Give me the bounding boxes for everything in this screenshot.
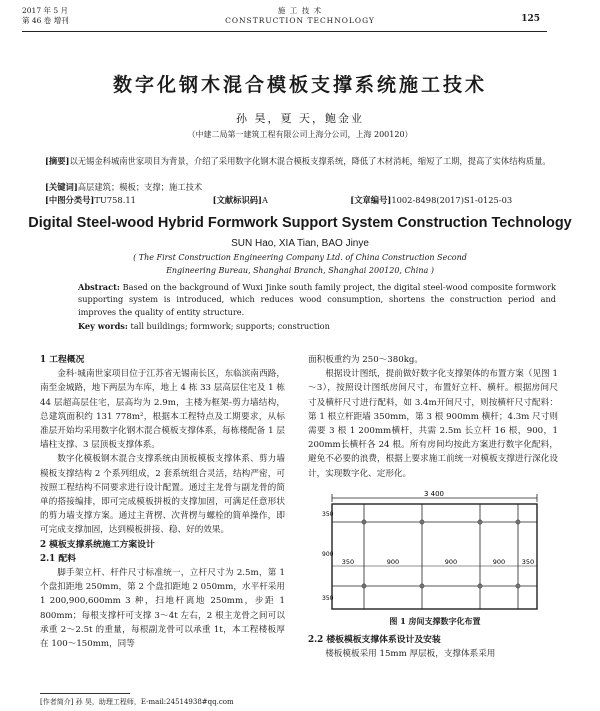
support-nodes <box>362 520 520 588</box>
abstract-cn <box>45 155 555 167</box>
article-no-label: [文章编号] <box>350 195 392 205</box>
body-column-right <box>308 353 558 481</box>
affiliation-en-line-2: Engineering Bureau, Shanghai Branch, Shanghai 200120, China ) <box>166 266 434 275</box>
row-dim-label-1: 350 <box>341 558 355 566</box>
section-2-2-paragraph: 楼板模板采用 15mm 厚层板，支撑体系采用 <box>325 649 496 660</box>
article-no-field <box>350 194 512 206</box>
section-2-2 <box>308 633 558 661</box>
footnote-rule <box>40 693 130 694</box>
layout-paragraph: 根据设计图纸，提前做好数字化支撑架体的布置方案（见图 1～3），按照设计图纸房间尺寸，布置好立杆、横杆。根据房间尺寸及横杆尺寸进行配料，如 3.4m开间尺寸，则按横杆尺寸配料：第 1 根立杆距墙 350mm，第 3 根 900mm 横杆；4.3m 尺寸则需要 3 根 1 200mm横杆，共需 2.5m 长立杆 16 根，900，1 200mm长横杆各 24 根。所有房间均按此方案进行数字化配料，避免不必要的浪费，根据上要求施工前统一对模板支撑进行深化设计，实现数字化、定形化。 <box>308 369 558 479</box>
authors-en: SUN Hao, XIA Tian, BAO Jinye <box>231 238 369 249</box>
classification-row <box>45 194 565 206</box>
clc-value: TU758.11 <box>94 195 136 205</box>
header-rule <box>22 31 547 32</box>
section-2-1-heading: 2.1 配料 <box>40 553 76 564</box>
affiliation-en-line-1: ( The First Construction Engineering Company Ltd. of China Construction Second <box>133 253 467 262</box>
authors-cn: 孙 昊，夏 天，鲍金业 <box>236 112 364 125</box>
clc-label: [中图分类号] <box>45 195 95 205</box>
doc-code-field <box>213 194 348 206</box>
keywords-cn-label: [关键词] <box>45 182 78 192</box>
row-dim-label-4: 900 <box>492 558 506 566</box>
side-dim-label-2: 900 <box>322 551 334 558</box>
abstract-cn-text: 以无锡金科城南世家项目为背景，介绍了采用数字化钢木混合模板支撑系统，降低了木材消耗，缩短了工期，提高了实体结构质量。 <box>69 156 551 166</box>
section-1-paragraph-1: 金科·城南世家项目位于江苏省无锡南长区，东临滨南西路，南至金城路，地下两层为车库，地上 4 栋 33 层高层住宅及 1 栋 44 层超高层住宅，层高均为 2.9m，主楼为框架-剪力墙结构，总建筑面积约 131 778m²，根据本工程特点及工期要求，从标准层开始均采用数字化钢木混合模板支撑体系，每栋楼配备 1 层墙柱支撑、3 层顶板支撑体系。 <box>40 369 285 451</box>
abstract-en <box>78 281 556 318</box>
row-dim-label-3: 900 <box>444 558 458 566</box>
row-dim-label-2: 900 <box>386 558 400 566</box>
keywords-en-text: tall buildings; formwork; supports; construction <box>130 321 330 331</box>
section-1-heading: 1 工程概况 <box>40 355 85 365</box>
doc-code-label: [文献标识码] <box>212 195 262 205</box>
figure-1-caption: 图 1 房间支撑数字化布置 <box>389 616 481 626</box>
side-dim-label-3: 350 <box>322 595 334 602</box>
row-dim-label-5: 350 <box>521 558 535 566</box>
body-column-left <box>40 353 285 651</box>
section-2-1-paragraph: 脚手架立杆、杆件尺寸标准统一，立杆尺寸为 2.5m，第 1 个盘扣距地 250mm，第 2 个盘扣距地 2 050mm，水平杆采用 1 200,900,600mm 3 种，扫地杆离地 250mm，步距 1 800mm；每根支撑杆可支撑 3～4t 左右，2 根主龙骨之间可以承重 2～2.5t 的重量，每根副龙骨可以承重 1t，本工程楼板厚在 100～150mm，同等 <box>40 568 285 650</box>
continued-paragraph: 面积板重约为 250～380kg。 <box>308 355 423 365</box>
side-dim-label-1: 350 <box>322 511 334 518</box>
paper-title-en: Digital Steel-wood Hybrid Formwork Support System Construction Technology <box>28 215 572 231</box>
abstract-cn-label: [摘要] <box>45 156 70 166</box>
section-2-2-heading: 2.2 楼板模板支撑体系设计及安装 <box>308 635 441 645</box>
top-dimension-label: 3 400 <box>423 490 445 498</box>
page-number: 125 <box>521 14 540 24</box>
affiliation-cn: （中建二局第一建筑工程有限公司上海分公司，上海 200120） <box>187 130 413 139</box>
journal-name-en: CONSTRUCTION TECHNOLOGY <box>225 16 375 25</box>
keywords-en <box>78 321 556 331</box>
room-outline <box>332 504 537 609</box>
paper-title-cn: 数字化钢木混合模板支撑系统施工技术 <box>112 74 487 96</box>
doc-code-value: A <box>261 195 268 205</box>
abstract-en-text: Based on the background of Wuxi Jinke south family project, the digital steel-wood composite formwork supporting system is introduced, which reduces wood consumption, shortens the construction period and improves the quality of entity structure. <box>78 282 556 317</box>
keywords-en-label: Key words: <box>78 321 128 331</box>
running-header-center <box>0 6 600 26</box>
figure-1-support-layout <box>322 490 547 615</box>
keywords-cn-text: 高层建筑；模板；支撑；施工技术 <box>77 182 203 192</box>
keywords-cn <box>45 181 555 193</box>
issue-date: 2017 年 5 月 <box>22 6 69 15</box>
article-no-value: 1002-8498(2017)S1-0125-03 <box>391 195 513 205</box>
journal-name-cn: 施 工 技 术 <box>277 6 323 15</box>
section-2-heading: 2 模板支撑系统施工方案设计 <box>40 539 155 550</box>
vertical-support-lines <box>364 504 518 609</box>
issue-volume: 第 46 卷 增刊 <box>22 16 69 25</box>
abstract-en-label: Abstract: <box>78 282 120 292</box>
clc-field <box>45 194 210 206</box>
section-1-paragraph-2: 数字化模板钢木混合支撑系统由顶板模板支撑体系、剪力墙模板支撑结构 2 个系列组成，2 套系统组合灵活，结构严密，可按照工程结构不同要求进行设计配置。通过主龙骨与副龙骨的简单的搭接编排，即可完成模板拼板的支撑加固，可满足任意形状的剪力墙支撑方案。通过主背楞、次背楞与螺栓的简单操作，即可完成支撑加固，达到模板拼接、稳、好的效果。 <box>40 454 285 536</box>
author-footnote: [作者简介] 孙 昊，助理工程师，E-mail:24514938#qq.com <box>40 698 234 706</box>
horizontal-support-lines <box>332 522 537 586</box>
